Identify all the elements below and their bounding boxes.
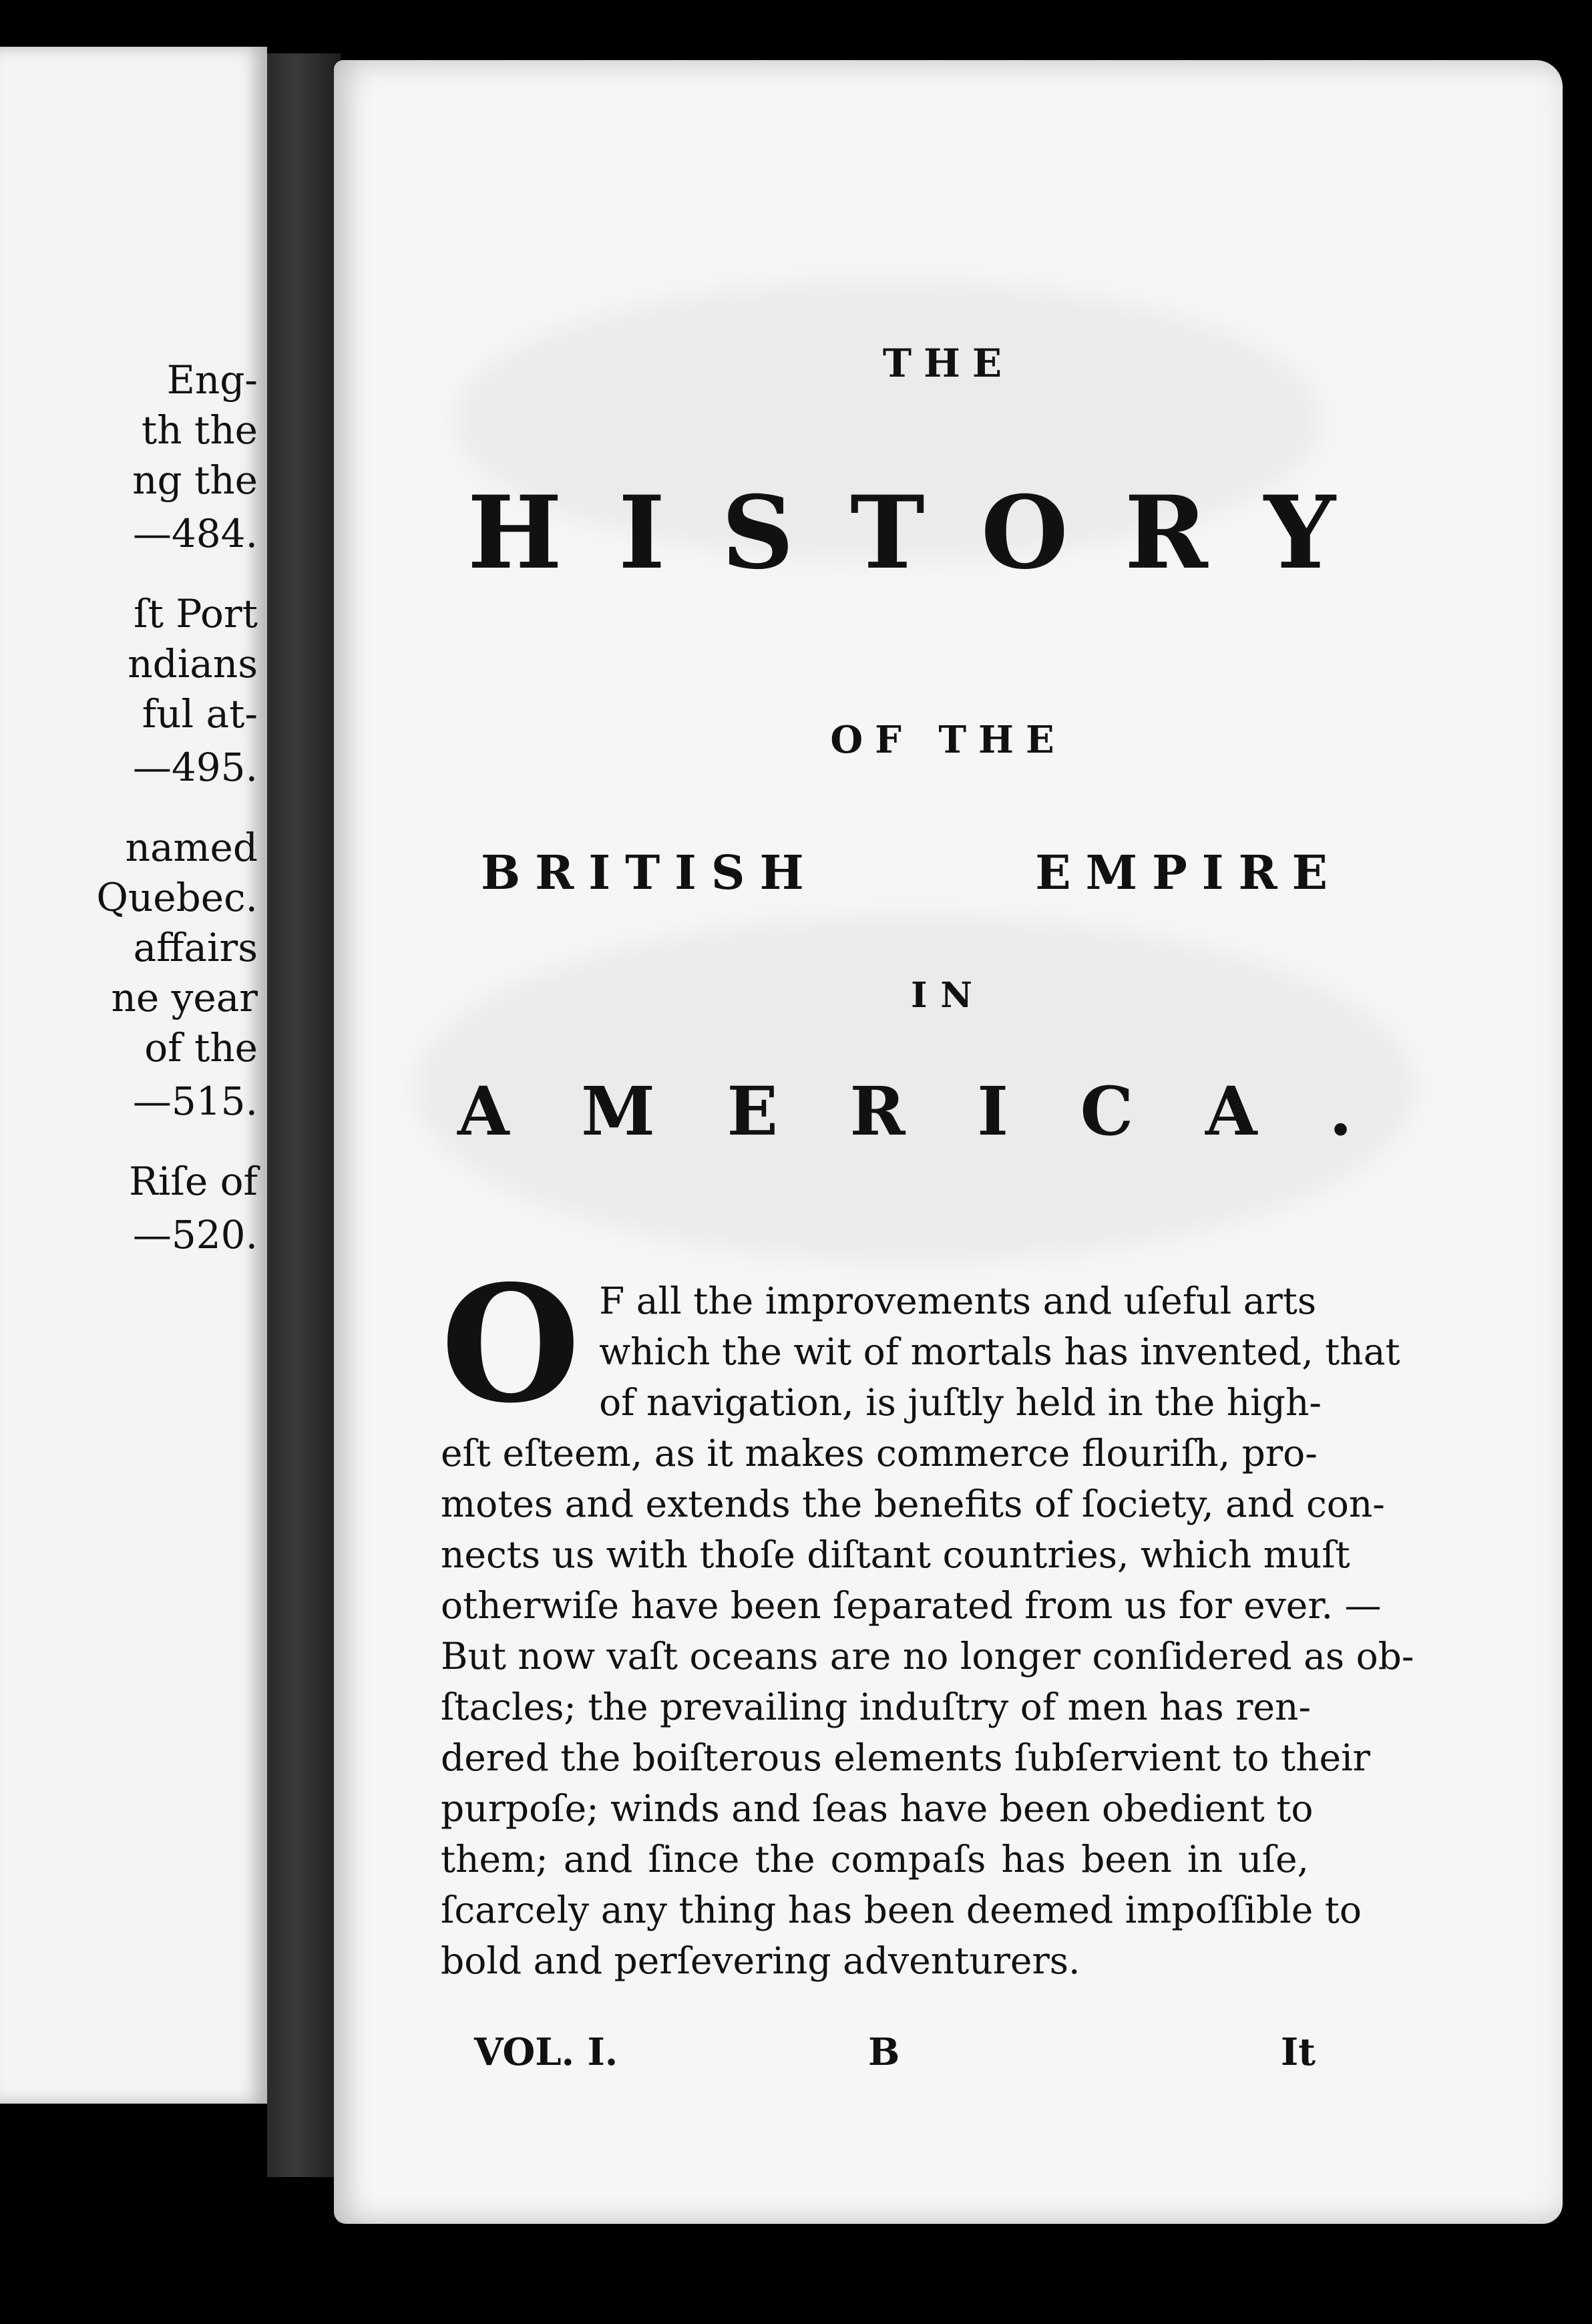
paragraph-line: of navigation, is juſtly held in the high-	[599, 1381, 1322, 1424]
volume-label: VOL. I.	[474, 2030, 618, 2074]
left-page-line: Eng-	[166, 357, 258, 403]
left-page-fragment	[0, 47, 267, 2104]
title-america-letter: C	[1080, 1072, 1134, 1151]
left-page-line: —515.	[132, 1079, 258, 1124]
left-page-line: named	[125, 825, 258, 870]
paragraph-line: F all the improvements and uſeful arts	[599, 1280, 1317, 1322]
left-page-line: ful at-	[142, 691, 258, 737]
paragraph-line: motes and extends the benefits of ſociety, and con-	[441, 1483, 1385, 1525]
title-america-letter: A	[457, 1072, 510, 1151]
title-america-letter: R	[849, 1072, 906, 1151]
title-history-letter: H	[467, 474, 562, 592]
title-british-empire-word: BRITISH	[481, 845, 819, 900]
left-page-line: of the	[144, 1025, 258, 1071]
paragraph-line: But now vaſt oceans are no longer conſidered as ob-	[441, 1635, 1414, 1678]
title-history-letter: Y	[1263, 474, 1336, 592]
left-page-line: —520.	[132, 1212, 258, 1257]
paragraph-line: ſcarcely any thing has been deemed impoſſible to	[441, 1889, 1362, 1931]
title-america-letter: .	[1329, 1072, 1352, 1151]
left-page-line: —484.	[132, 511, 258, 556]
title-history-letter: T	[850, 474, 925, 592]
left-page-line: —495.	[132, 745, 258, 790]
book-gutter	[267, 53, 341, 2177]
paragraph-line: nects us with thoſe diſtant countries, which muſt	[441, 1533, 1350, 1576]
opening-paragraph	[441, 1250, 1414, 1986]
left-page-line: ne year	[111, 975, 258, 1020]
left-page-line: th the	[141, 407, 258, 453]
left-page-line: ng the	[132, 457, 258, 503]
paragraph-line: otherwiſe have been ſeparated from us for ever. —	[441, 1584, 1382, 1627]
catchword: It	[1280, 2030, 1316, 2074]
title-in: IN	[911, 975, 986, 1016]
signature-mark: B	[868, 2030, 900, 2074]
title-america-letter: A	[1205, 1072, 1257, 1151]
title-america-letter: I	[977, 1072, 1008, 1151]
paragraph-line: eſt eſteem, as it makes commerce flouriſh, pro-	[441, 1432, 1318, 1475]
title-history-letter: O	[980, 474, 1068, 592]
paragraph-line: purpoſe; winds and ſeas have been obedient to	[441, 1787, 1314, 1830]
title-british-empire	[481, 845, 1342, 900]
left-page-line: ndians	[128, 641, 258, 687]
right-page	[334, 60, 1563, 2224]
paragraph-line: them; and ſince the compaſs has been in uſe,	[441, 1838, 1309, 1881]
paragraph-line: which the wit of mortals has invented, that	[599, 1330, 1400, 1373]
paragraph-line: dered the boiſterous elements ſubſervient to their	[441, 1736, 1370, 1779]
left-page-line: Riſe of	[129, 1159, 258, 1204]
title-the: THE	[882, 341, 1014, 386]
title-history-letter: S	[721, 474, 794, 592]
left-page-line: Quebec.	[96, 875, 258, 920]
paragraph-line: ſtacles; the prevailing induſtry of men has ren-	[441, 1686, 1312, 1728]
paragraph-line: bold and perſevering adventurers.	[441, 1939, 1080, 1982]
left-page-line: ſt Port	[134, 591, 258, 636]
title-america	[457, 1072, 1352, 1151]
title-america-letter: M	[581, 1072, 655, 1151]
title-british-empire-word: EMPIRE	[1035, 845, 1342, 900]
title-of-the: OF THE	[830, 718, 1066, 762]
title-america-letter: E	[727, 1072, 778, 1151]
title-history	[467, 474, 1336, 621]
left-page-line: affairs	[133, 925, 258, 970]
drop-cap: O	[441, 1250, 581, 1438]
title-history-letter: I	[618, 474, 666, 592]
title-history-letter: R	[1124, 474, 1208, 592]
